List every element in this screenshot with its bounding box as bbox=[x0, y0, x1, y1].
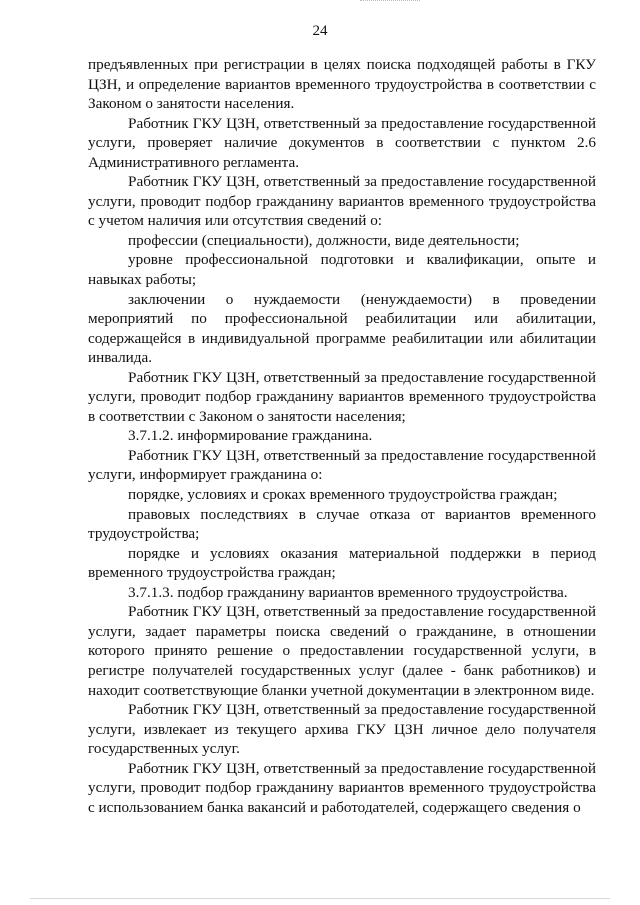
paragraph-continuation: предъявленных при регистрации в целях поиска подходящей работы в ГКУ ЦЗН, и определение вариантов временного трудоустройства в соответствии с Законом о занятости населения. bbox=[88, 56, 596, 113]
list-item: уровне профессиональной подготовки и квалификации, опыте и навыках работы; bbox=[88, 251, 596, 289]
paragraph: Работник ГКУ ЦЗН, ответственный за предоставление государственной услуги, задает параметры поиска сведений о гражданине, в отношении которого принято решение о предоставлении государственной услуги, в регистре получателей государственных услуг (далее - банк работников) и находит соответствующие бланки учетной документации в электронном виде. bbox=[88, 603, 596, 699]
scan-bottom-edge bbox=[30, 898, 610, 899]
paragraph: Работник ГКУ ЦЗН, ответственный за предоставление государственной услуги, информирует гражданина о: bbox=[88, 446, 596, 484]
paragraph: Работник ГКУ ЦЗН, ответственный за предоставление государственной услуги, извлекает из текущего архива ГКУ ЦЗН личное дело получателя государственных услуг. bbox=[88, 701, 596, 758]
list-item: порядке и условиях оказания материальной поддержки в период временного трудоустройства граждан; bbox=[88, 544, 596, 582]
document-body bbox=[88, 55, 596, 817]
paragraph: Работник ГКУ ЦЗН, ответственный за предоставление государственной услуги, проводит подбор гражданину вариантов временного трудоустройства с использованием банка вакансий и работодателей, содержащего сведения о bbox=[88, 759, 596, 816]
section-heading: 3.7.1.2. информирование гражданина. bbox=[128, 427, 373, 445]
list-item: заключении о нуждаемости (ненуждаемости) в проведении мероприятий по профессиональной реабилитации или абилитации, содержащейся в индивидуальной программе реабилитации или абилитации инвалида. bbox=[88, 290, 596, 367]
list-item: профессии (специальности), должности, виде деятельности; bbox=[128, 231, 520, 249]
paragraph: Работник ГКУ ЦЗН, ответственный за предоставление государственной услуги, проверяет наличие документов в соответствии с пунктом 2.6 Административного регламента. bbox=[88, 114, 596, 171]
list-item: правовых последствиях в случае отказа от вариантов временного трудоустройства; bbox=[88, 505, 596, 543]
section-heading: 3.7.1.3. подбор гражданину вариантов временного трудоустройства. bbox=[128, 583, 568, 601]
paragraph: Работник ГКУ ЦЗН, ответственный за предоставление государственной услуги, проводит подбор гражданину вариантов временного трудоустройства с учетом наличия или отсутствия сведений о: bbox=[88, 173, 596, 230]
page-number: 24 bbox=[312, 23, 328, 39]
paragraph: Работник ГКУ ЦЗН, ответственный за предоставление государственной услуги, проводит подбор гражданину вариантов временного трудоустройства в соответствии с Законом о занятости населения; bbox=[88, 368, 596, 425]
scan-top-marks bbox=[360, 0, 420, 4]
list-item: порядке, условиях и сроках временного трудоустройства граждан; bbox=[128, 486, 558, 504]
